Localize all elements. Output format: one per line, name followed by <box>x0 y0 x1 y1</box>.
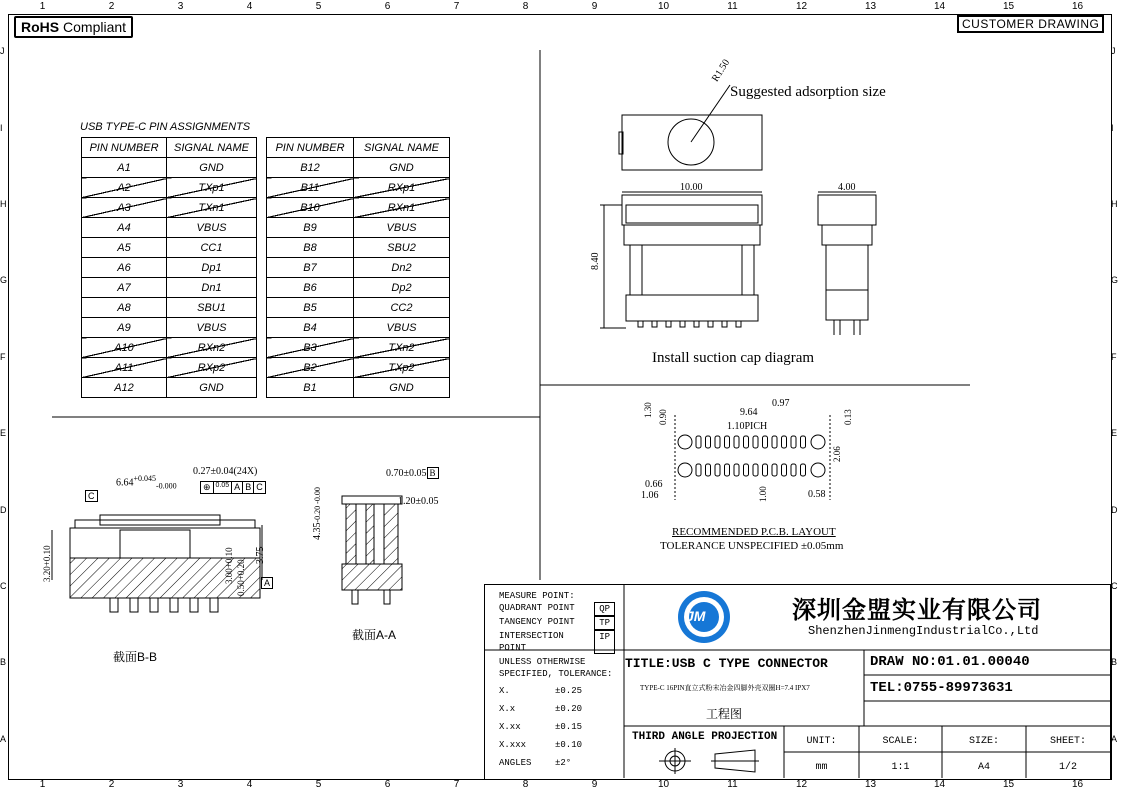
section-aa-drawing <box>330 490 430 610</box>
pin-number: B6 <box>267 278 354 298</box>
pin-number: A2 <box>82 178 167 198</box>
measure-points: MEASURE POINT: QUADRANT POINT QP TANGENCY POINT TP INTERSECTION POINT IP <box>499 590 615 654</box>
zone-row-label: A <box>1111 733 1118 744</box>
pin-number: A3 <box>82 198 167 218</box>
zone-row-label: G <box>1111 275 1119 286</box>
pcb-pad <box>734 464 739 476</box>
bb-d027: 0.27±0.04(24X) <box>193 466 258 477</box>
radius-label: R1.50 <box>710 57 733 84</box>
pin-number: A5 <box>82 238 167 258</box>
pin-number: B5 <box>267 298 354 318</box>
signal-name: CC1 <box>167 238 257 258</box>
aa-d120: 1.20±0.05 <box>398 496 439 507</box>
pin-row <box>82 358 257 378</box>
bb-d375: 3.75 <box>255 546 266 564</box>
zone-column-label: 1 <box>39 779 46 790</box>
pin-table-left <box>81 137 257 398</box>
pin-number: A1 <box>82 158 167 178</box>
pcb-pad <box>782 464 787 476</box>
zone-column-label: 12 <box>795 779 808 790</box>
signal-name: RXp1 <box>354 178 450 198</box>
pcb-pad <box>753 436 758 448</box>
signal-name: SBU2 <box>354 238 450 258</box>
pin-number: B9 <box>267 218 354 238</box>
pin-header: PIN NUMBER <box>267 138 354 158</box>
size-value: A4 <box>977 762 990 773</box>
zone-column-label: 9 <box>591 779 598 790</box>
pcb-pad <box>715 464 720 476</box>
zone-column-label: 12 <box>795 1 808 12</box>
pin-row <box>267 278 450 298</box>
suction-caption: Install suction cap diagram <box>652 350 815 366</box>
zone-column-label: 14 <box>933 779 946 790</box>
pcb-pad <box>782 436 787 448</box>
zone-column-label: 5 <box>315 1 322 12</box>
zone-row-label: H <box>0 199 7 209</box>
width-dim: 10.00 <box>680 182 703 193</box>
pin-row <box>267 318 450 338</box>
pcb-d097: 0.97 <box>772 398 790 409</box>
zone-row-label: J <box>1111 46 1116 57</box>
pcb-pad <box>753 464 758 476</box>
drawing-cn-label: 工程图 <box>706 707 743 721</box>
signal-header: SIGNAL NAME <box>167 138 257 158</box>
bb-caption: 截面B-B <box>113 650 158 664</box>
pcb-pad <box>715 436 720 448</box>
zone-row-label: C <box>0 581 7 591</box>
zone-column-label: 5 <box>315 779 322 790</box>
pin-number: A4 <box>82 218 167 238</box>
telephone: TEL:0755-89973631 <box>870 680 1013 696</box>
zone-column-label: 8 <box>522 1 529 12</box>
zone-column-label: 7 <box>453 779 460 790</box>
aa-caption: 截面A-A <box>352 628 397 642</box>
zone-column-label: 13 <box>864 1 877 12</box>
signal-name: TXp1 <box>167 178 257 198</box>
pcb-pad <box>706 464 711 476</box>
pcb-pad <box>744 436 749 448</box>
signal-name: TXn2 <box>354 338 450 358</box>
pin-row <box>82 238 257 258</box>
pin-row <box>82 318 257 338</box>
pcb-pad <box>791 464 796 476</box>
zone-column-label: 10 <box>657 779 670 790</box>
pin-number: B10 <box>267 198 354 218</box>
pcb-pad <box>696 464 701 476</box>
pin-row <box>82 218 257 238</box>
zone-column-label: 13 <box>864 779 877 790</box>
pin-number: A9 <box>82 318 167 338</box>
zone-column-label: 14 <box>933 1 946 12</box>
sheet-value: 1/2 <box>1058 762 1077 773</box>
zone-column-label: 4 <box>246 779 253 790</box>
bb-d320: 3.20+0.10 <box>42 545 52 582</box>
zone-row-label: G <box>0 275 8 286</box>
pcb-d130: 1.30 <box>643 402 653 418</box>
zone-column-label: 3 <box>177 1 184 12</box>
bb-feature-control-frame: ⊕ 0.05 A B C <box>200 481 266 494</box>
pcb-d206: 2.06 <box>832 446 842 462</box>
pin-number: A6 <box>82 258 167 278</box>
zone-column-label: 2 <box>108 1 115 12</box>
signal-name: Dp1 <box>167 258 257 278</box>
zone-column-label: 4 <box>246 1 253 12</box>
pin-row <box>82 258 257 278</box>
pcb-tolerance: TOLERANCE UNSPECIFIED ±0.05mm <box>660 540 844 552</box>
pin-row <box>267 378 450 398</box>
pcb-d106: 1.06 <box>641 490 659 501</box>
zone-row-label: E <box>1111 428 1118 439</box>
pcb-pad <box>801 464 806 476</box>
pcb-caption: RECOMMENDED P.C.B. LAYOUT <box>672 526 836 538</box>
adsorption-note: Suggested adsorption size <box>730 84 886 100</box>
customer-drawing-badge: CUSTOMER DRAWING <box>957 15 1104 33</box>
pin-number: A7 <box>82 278 167 298</box>
signal-name: GND <box>167 158 257 178</box>
zone-row-label: A <box>0 733 7 744</box>
bb-d300: 3.00+0.10 <box>224 547 234 584</box>
pin-number: B11 <box>267 178 354 198</box>
zone-column-label: 3 <box>177 779 184 790</box>
signal-name: CC2 <box>354 298 450 318</box>
pin-number: B2 <box>267 358 354 378</box>
pcb-d100: 1.00 <box>758 486 768 502</box>
signal-name: VBUS <box>167 318 257 338</box>
pcb-pitch: 1.10PICH <box>727 421 768 432</box>
pcb-pad <box>763 436 768 448</box>
tolerance-list <box>499 686 582 776</box>
pcb-pad <box>772 464 777 476</box>
zone-column-label: 7 <box>453 1 460 12</box>
zone-row-label: F <box>0 351 6 362</box>
signal-name: Dn2 <box>354 258 450 278</box>
drawing-subtitle: TYPE-C 16PIN直立式粉末冶金四脚外壳双圈H=7.4 IPX7 <box>640 684 810 692</box>
signal-name: GND <box>354 158 450 178</box>
zone-column-label: 6 <box>384 779 391 790</box>
pin-row <box>82 158 257 178</box>
zone-row-label: D <box>1111 504 1118 515</box>
pin-number: A11 <box>82 358 167 378</box>
third-angle-projection-icon <box>655 748 775 776</box>
pin-row <box>267 358 450 378</box>
scale-label: SCALE: <box>882 736 919 747</box>
signal-name: SBU1 <box>167 298 257 318</box>
pin-row <box>267 178 450 198</box>
pin-row <box>267 258 450 278</box>
zone-column-label: 10 <box>657 1 670 12</box>
unit-value: mm <box>815 762 828 773</box>
pcb-pad <box>725 464 730 476</box>
pin-number: B3 <box>267 338 354 358</box>
signal-name: RXp2 <box>167 358 257 378</box>
zone-column-label: 11 <box>727 779 738 790</box>
rohs-badge: RoHS Compliant <box>14 16 133 38</box>
zone-row-label: B <box>0 657 7 668</box>
bb-d664: $6.64^{+0.045}_{-0.000}$ <box>116 474 177 491</box>
pin-row <box>267 338 450 358</box>
pin-table-right <box>266 137 450 398</box>
zone-row-label: D <box>0 504 7 515</box>
zone-row-label: I <box>0 122 3 133</box>
tolerance-header: UNLESS OTHERWISE SPECIFIED, TOLERANCE: <box>499 657 613 679</box>
pcb-pad <box>696 436 701 448</box>
tolerance-row: X.xx ±0.15 <box>499 722 583 732</box>
sheet-label: SHEET: <box>1049 736 1086 747</box>
bb-d050: 0.50+0.20 <box>236 559 246 596</box>
pin-number: B8 <box>267 238 354 258</box>
zone-row-label: C <box>1111 581 1118 591</box>
zone-row-label: H <box>1111 199 1118 209</box>
signal-name: RXn2 <box>167 338 257 358</box>
pin-row <box>267 218 450 238</box>
pin-row <box>267 198 450 218</box>
pin-row <box>82 178 257 198</box>
size-label: SIZE: <box>968 736 999 747</box>
pcb-pad <box>725 436 730 448</box>
pin-number: A8 <box>82 298 167 318</box>
zone-column-label: 16 <box>1071 779 1084 790</box>
signal-name: Dn1 <box>167 278 257 298</box>
pin-row <box>267 158 450 178</box>
pcb-pad <box>734 436 739 448</box>
tolerance-row: X.xxx ±0.10 <box>499 740 583 750</box>
pin-table-title: USB TYPE-C PIN ASSIGNMENTS <box>80 121 251 133</box>
tolerance-row: X. ±0.25 <box>499 686 583 696</box>
pin-row <box>82 198 257 218</box>
pin-row <box>82 278 257 298</box>
pin-number: A10 <box>82 338 167 358</box>
tolerance-row: X.x ±0.20 <box>499 704 583 714</box>
aa-d070: 0.70±0.05 B <box>386 468 439 479</box>
zone-column-label: 8 <box>522 779 529 790</box>
position-icon: ⊕ <box>201 482 214 493</box>
scale-value: 1:1 <box>891 762 910 773</box>
signal-name: GND <box>167 378 257 398</box>
pin-header: PIN NUMBER <box>82 138 167 158</box>
zone-column-label: 16 <box>1071 1 1084 12</box>
pcb-pad <box>706 436 711 448</box>
pcb-d013: 0.13 <box>843 409 853 425</box>
pcb-pad <box>791 436 796 448</box>
signal-name: VBUS <box>354 318 450 338</box>
logo-text: JM <box>686 608 706 624</box>
pcb-pad <box>744 464 749 476</box>
zone-row-label: E <box>0 428 7 439</box>
pin-number: B7 <box>267 258 354 278</box>
pin-number: B12 <box>267 158 354 178</box>
zone-row-label: B <box>1111 657 1118 668</box>
unit-label: UNIT: <box>806 736 837 747</box>
pin-number: B1 <box>267 378 354 398</box>
side-dim: 4.00 <box>838 182 856 193</box>
zone-column-label: 2 <box>108 779 115 790</box>
tolerance-row: ANGLES ±2° <box>499 758 572 768</box>
pin-row <box>267 238 450 258</box>
zone-column-label: 15 <box>1002 779 1015 790</box>
pcb-pad <box>801 436 806 448</box>
pcb-d964: 9.64 <box>740 407 758 418</box>
signal-name: VBUS <box>354 218 450 238</box>
zone-column-label: 15 <box>1002 1 1015 12</box>
bb-datum-a: A <box>261 577 273 589</box>
company-name-en: ShenzhenJinmengIndustrialCo.,Ltd <box>808 624 1039 638</box>
zone-column-label: 1 <box>39 1 46 12</box>
pcb-d066: 0.66 <box>645 479 663 490</box>
suction-cap-diagram <box>590 70 890 350</box>
height-dim: 8.40 <box>590 252 601 270</box>
signal-name: Dp2 <box>354 278 450 298</box>
signal-name: GND <box>354 378 450 398</box>
signal-name: RXn1 <box>354 198 450 218</box>
signal-name: VBUS <box>167 218 257 238</box>
pin-row <box>82 378 257 398</box>
zone-column-label: 11 <box>727 1 738 12</box>
pcb-pad <box>763 464 768 476</box>
signal-name: TXn1 <box>167 198 257 218</box>
signal-name: TXp2 <box>354 358 450 378</box>
aa-d435: 4.35-0.20 -0.00 <box>312 487 323 540</box>
pin-row <box>82 338 257 358</box>
pcb-pad <box>772 436 777 448</box>
zone-row-label: F <box>1111 351 1117 362</box>
projection-label: THIRD ANGLE PROJECTION <box>632 731 778 743</box>
pin-number: B4 <box>267 318 354 338</box>
pin-row <box>267 298 450 318</box>
drawing-title: TITLE:USB C TYPE CONNECTOR <box>625 656 828 671</box>
company-name-cn: 深圳金盟实业有限公司 <box>792 597 1042 624</box>
zone-row-label: I <box>1111 122 1114 133</box>
bb-datum-c: C <box>85 490 98 502</box>
signal-header: SIGNAL NAME <box>354 138 450 158</box>
zone-row-label: J <box>0 46 5 57</box>
pcb-d090: 0.90 <box>658 409 668 425</box>
draw-number: DRAW NO:01.01.00040 <box>870 654 1030 670</box>
pin-row <box>82 298 257 318</box>
pcb-d058: 0.58 <box>808 489 826 500</box>
zone-column-label: 9 <box>591 1 598 12</box>
zone-column-label: 6 <box>384 1 391 12</box>
pin-number: A12 <box>82 378 167 398</box>
